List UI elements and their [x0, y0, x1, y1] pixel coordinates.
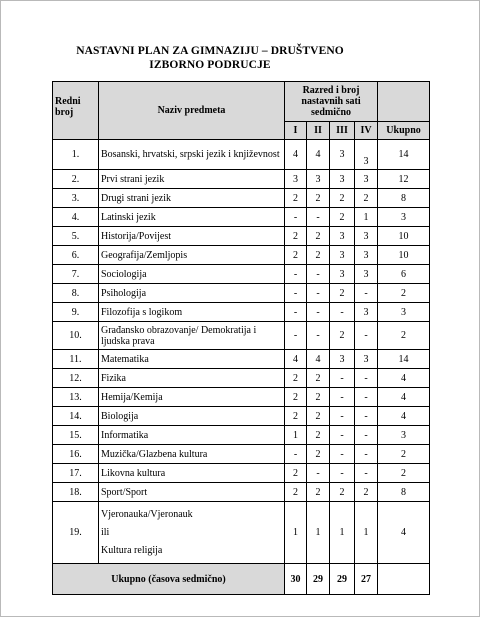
- table-row: [53, 369, 430, 388]
- hours-ii: 2: [307, 189, 330, 208]
- row-number: 3.: [53, 189, 99, 208]
- row-number: 11.: [53, 350, 99, 369]
- hours-iii: 3: [330, 170, 355, 189]
- hours-ii: 2: [307, 426, 330, 445]
- hours-i: 3: [285, 170, 307, 189]
- hours-iii: -: [330, 388, 355, 407]
- footer-blank: [378, 564, 430, 595]
- hours-iv: -: [355, 388, 378, 407]
- hours-i: 4: [285, 140, 307, 170]
- header-grade-i: I: [285, 122, 307, 140]
- footer-sum-iii: 29: [330, 564, 355, 595]
- row-number: 18.: [53, 483, 99, 502]
- hours-iii: 2: [330, 208, 355, 227]
- hours-total: 12: [378, 170, 430, 189]
- hours-total: 8: [378, 189, 430, 208]
- hours-iii: -: [330, 464, 355, 483]
- hours-iii: 2: [330, 284, 355, 303]
- hours-iii: -: [330, 407, 355, 426]
- hours-i: -: [285, 445, 307, 464]
- row-number: 9.: [53, 303, 99, 322]
- subject-name: Hemija/Kemija: [99, 388, 285, 407]
- subject-line: ili: [101, 526, 110, 538]
- hours-i: 2: [285, 483, 307, 502]
- hours-i: -: [285, 322, 307, 350]
- subject-name: Prvi strani jezik: [99, 170, 285, 189]
- row-number: 4.: [53, 208, 99, 227]
- hours-iii: 3: [330, 246, 355, 265]
- hours-iv: -: [355, 464, 378, 483]
- subject-name: Muzička/Glazbena kultura: [99, 445, 285, 464]
- footer-sum-iv: 27: [355, 564, 378, 595]
- hours-total: 2: [378, 322, 430, 350]
- hours-iii: -: [330, 369, 355, 388]
- table-row: [53, 265, 430, 284]
- hours-ii: -: [307, 322, 330, 350]
- footer-sum-i: 30: [285, 564, 307, 595]
- hours-iv: 3: [355, 227, 378, 246]
- subject-name: Drugi strani jezik: [99, 189, 285, 208]
- row-number: 5.: [53, 227, 99, 246]
- subject-name: Likovna kultura: [99, 464, 285, 483]
- hours-ii: 4: [307, 140, 330, 170]
- table-row: [53, 350, 430, 369]
- table-row: [53, 170, 430, 189]
- hours-iv: -: [355, 284, 378, 303]
- table-row: [53, 322, 430, 350]
- header-total-blank: [378, 82, 430, 122]
- hours-total: 2: [378, 464, 430, 483]
- subject-name: Historija/Povijest: [99, 227, 285, 246]
- header-grade-iii: III: [330, 122, 355, 140]
- table-row: [53, 303, 430, 322]
- subject-name: Informatika: [99, 426, 285, 445]
- table-row: [53, 445, 430, 464]
- hours-i: 1: [285, 426, 307, 445]
- row-number: 16.: [53, 445, 99, 464]
- hours-iii: 3: [330, 227, 355, 246]
- hours-i: -: [285, 265, 307, 284]
- hours-iv: 2: [355, 483, 378, 502]
- row-number: 7.: [53, 265, 99, 284]
- hours-total: 4: [378, 502, 430, 564]
- footer-sum-ii: 29: [307, 564, 330, 595]
- header-grade-hours: Razred i broj nastavnih sati sedmično: [285, 82, 378, 122]
- hours-total: 3: [378, 426, 430, 445]
- hours-iii: -: [330, 303, 355, 322]
- hours-iv: 1: [355, 208, 378, 227]
- hours-ii: -: [307, 303, 330, 322]
- hours-total: 3: [378, 303, 430, 322]
- row-number: 10.: [53, 322, 99, 350]
- hours-i: -: [285, 303, 307, 322]
- hours-i: 2: [285, 464, 307, 483]
- table-row: [53, 227, 430, 246]
- footer-label: Ukupno (časova sedmično): [53, 564, 285, 595]
- hours-iii: 3: [330, 265, 355, 284]
- hours-i: 2: [285, 388, 307, 407]
- hours-i: 4: [285, 350, 307, 369]
- hours-ii: 2: [307, 407, 330, 426]
- subject-line: Vjeronauka/Vjeronauk: [101, 508, 193, 520]
- table-row: [53, 284, 430, 303]
- table-row: [53, 246, 430, 265]
- hours-ii: -: [307, 284, 330, 303]
- hours-total: 8: [378, 483, 430, 502]
- hours-ii: -: [307, 265, 330, 284]
- hours-ii: 2: [307, 388, 330, 407]
- hours-total: 4: [378, 407, 430, 426]
- hours-iv: -: [355, 445, 378, 464]
- hours-i: 2: [285, 189, 307, 208]
- row-number: 12.: [53, 369, 99, 388]
- hours-ii: 3: [307, 170, 330, 189]
- header-grade-iv: IV: [355, 122, 378, 140]
- row-number: 15.: [53, 426, 99, 445]
- hours-iii: 2: [330, 322, 355, 350]
- hours-iv: -: [355, 369, 378, 388]
- subject-name: Geografija/Zemljopis: [99, 246, 285, 265]
- hours-iii: 2: [330, 483, 355, 502]
- subject-name: Psihologija: [99, 284, 285, 303]
- hours-i: 2: [285, 246, 307, 265]
- table-row: [53, 140, 430, 170]
- hours-i: 1: [285, 502, 307, 564]
- hours-total: 14: [378, 140, 430, 170]
- subject-name: Matematika: [99, 350, 285, 369]
- row-number: 14.: [53, 407, 99, 426]
- hours-ii: 2: [307, 246, 330, 265]
- table-row: [53, 426, 430, 445]
- table-row: [53, 483, 430, 502]
- hours-iii: 3: [330, 140, 355, 170]
- subject-name: Latinski jezik: [99, 208, 285, 227]
- table-row: [53, 208, 430, 227]
- subject-name: Sociologija: [99, 265, 285, 284]
- header-total: Ukupno: [378, 122, 430, 140]
- hours-iv: -: [355, 426, 378, 445]
- hours-total: 10: [378, 227, 430, 246]
- footer-row: [53, 564, 430, 595]
- row-number: 13.: [53, 388, 99, 407]
- hours-total: 2: [378, 445, 430, 464]
- hours-i: -: [285, 208, 307, 227]
- hours-total: 6: [378, 265, 430, 284]
- table-row: [53, 464, 430, 483]
- hours-total: 4: [378, 369, 430, 388]
- title-line-1: NASTAVNI PLAN ZA GIMNAZIJU – DRUŠTVENO: [76, 45, 344, 57]
- hours-total: 10: [378, 246, 430, 265]
- hours-total: 14: [378, 350, 430, 369]
- hours-ii: 2: [307, 227, 330, 246]
- hours-ii: 2: [307, 483, 330, 502]
- hours-total: 4: [378, 388, 430, 407]
- table-row-religion: [53, 502, 430, 564]
- hours-iv: 3: [355, 303, 378, 322]
- hours-i: 2: [285, 369, 307, 388]
- table-row: [53, 189, 430, 208]
- hours-iv: -: [355, 322, 378, 350]
- hours-iv: 2: [355, 189, 378, 208]
- document-title: [50, 44, 370, 72]
- hours-iv: 3: [355, 265, 378, 284]
- header-grade-ii: II: [307, 122, 330, 140]
- table-row: [53, 407, 430, 426]
- hours-total: 3: [378, 208, 430, 227]
- hours-ii: -: [307, 208, 330, 227]
- hours-iii: 1: [330, 502, 355, 564]
- subject-name: Sport/Sport: [99, 483, 285, 502]
- subject-name: Bosanski, hrvatski, srpski jezik i književnost: [99, 140, 285, 170]
- hours-iii: 3: [330, 350, 355, 369]
- hours-ii: 2: [307, 369, 330, 388]
- hours-ii: 2: [307, 445, 330, 464]
- hours-i: -: [285, 284, 307, 303]
- hours-ii: 1: [307, 502, 330, 564]
- header-subject: Naziv predmeta: [99, 82, 285, 140]
- hours-ii: 4: [307, 350, 330, 369]
- hours-iii: -: [330, 445, 355, 464]
- row-number: 17.: [53, 464, 99, 483]
- title-line-2: IZBORNO PODRUCJE: [149, 59, 271, 71]
- row-number: 2.: [53, 170, 99, 189]
- hours-iv: 3: [355, 140, 378, 170]
- hours-i: 2: [285, 227, 307, 246]
- subject-name: Filozofija s logikom: [99, 303, 285, 322]
- hours-iv: 3: [355, 350, 378, 369]
- hours-iii: -: [330, 426, 355, 445]
- table-row: [53, 388, 430, 407]
- header-ordinal: Redni broj: [53, 82, 99, 140]
- hours-iii: 2: [330, 189, 355, 208]
- curriculum-table: [52, 81, 430, 595]
- row-number: 1.: [53, 140, 99, 170]
- hours-total: 2: [378, 284, 430, 303]
- hours-iv: 3: [355, 170, 378, 189]
- hours-iv: 3: [355, 246, 378, 265]
- header-row: [53, 82, 430, 122]
- hours-iv: 1: [355, 502, 378, 564]
- hours-i: 2: [285, 407, 307, 426]
- subject-name: Fizika: [99, 369, 285, 388]
- subject-name: Građansko obrazovanje/ Demokratija i ljudska prava: [99, 322, 285, 350]
- subject-name: Biologija: [99, 407, 285, 426]
- row-number: 19.: [53, 502, 99, 564]
- subject-name: [99, 502, 285, 564]
- hours-iv: -: [355, 407, 378, 426]
- row-number: 8.: [53, 284, 99, 303]
- row-number: 6.: [53, 246, 99, 265]
- subject-line: Kultura religija: [101, 544, 163, 556]
- hours-ii: -: [307, 464, 330, 483]
